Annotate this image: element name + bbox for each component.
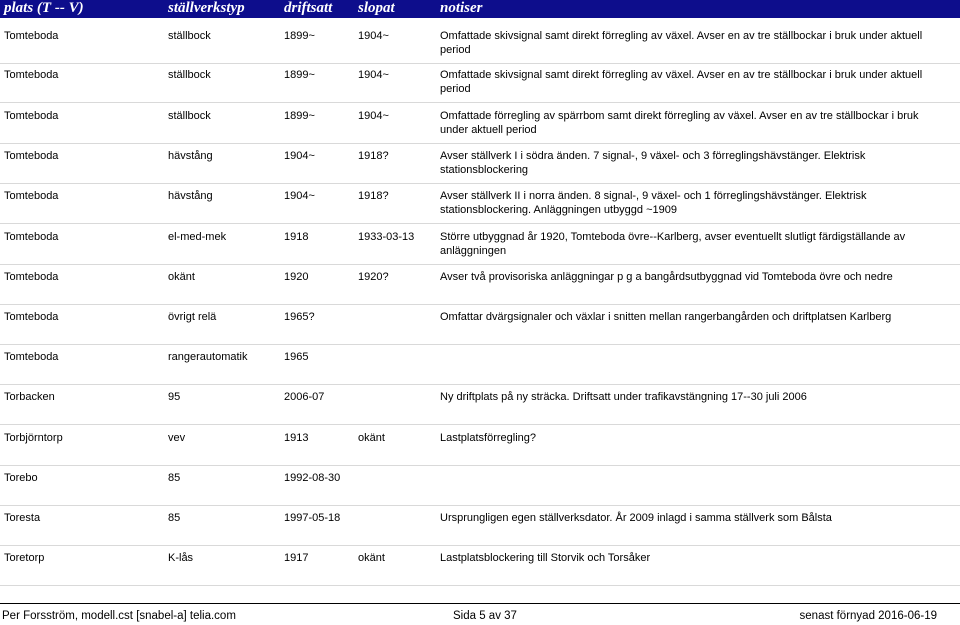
cell-notis: Avser två provisoriska anläggningar p g a bangårdsutbyggnad vid Tomteboda övre och nedre [440, 271, 893, 283]
cell-driftsatt: 1899~ [284, 30, 315, 42]
cell-slopat: okänt [358, 552, 385, 564]
table-row [0, 149, 960, 184]
table-row [0, 350, 960, 385]
cell-plats: Tomteboda [4, 150, 59, 162]
cell-slopat: 1920? [358, 271, 389, 283]
cell-notis: Avser ställverk II i norra änden. 8 signal-, 9 växel- och 1 förreglingshävstänger. Elektrisk stationsblockering. Anläggningen utbyggd ~1909 [440, 190, 867, 216]
cell-notis: Omfattar dvärgsignaler och växlar i snitten mellan rangerbangården och driftplatsen Karlberg [440, 311, 892, 323]
cell-typ: övrigt relä [168, 311, 217, 323]
header-stallverkstyp: ställverkstyp [168, 0, 245, 16]
cell-plats: Torebo [4, 472, 38, 484]
cell-driftsatt: 1997-05-18 [284, 512, 341, 524]
cell-typ: 85 [168, 472, 181, 484]
table-row [0, 310, 960, 345]
cell-driftsatt: 1904~ [284, 190, 315, 202]
cell-plats: Torbacken [4, 391, 55, 403]
cell-typ: ställbock [168, 69, 211, 81]
cell-notis: Omfattade skivsignal samt direkt förregling av växel. Avser en av tre ställbockar i bruk under aktuell period [440, 69, 923, 95]
table-header [0, 0, 960, 18]
cell-notis: Lastplatsblockering till Storvik och Torsåker [440, 552, 651, 564]
cell-slopat: okänt [358, 432, 385, 444]
cell-plats: Tomteboda [4, 231, 59, 243]
cell-typ: K-lås [168, 552, 194, 564]
table-row [0, 29, 960, 64]
cell-notis: Omfattade förregling av spärrbom samt direkt förregling av växel. Avser en av tre ställbockar i bruk under aktuell period [440, 110, 919, 136]
header-driftsatt: driftsatt [284, 0, 333, 16]
cell-plats: Toresta [4, 512, 41, 524]
cell-typ: vev [168, 432, 186, 444]
cell-plats: Torbjörntorp [4, 432, 63, 444]
cell-driftsatt: 2006-07 [284, 391, 325, 403]
cell-typ: hävstång [168, 150, 213, 162]
cell-plats: Tomteboda [4, 271, 59, 283]
table-row [0, 109, 960, 144]
table-row [0, 230, 960, 265]
footer-page: Sida 5 av 37 [453, 610, 517, 622]
header-plats: plats (T -- V) [4, 0, 84, 16]
table-row [0, 390, 960, 425]
cell-plats: Tomteboda [4, 351, 59, 363]
cell-driftsatt: 1904~ [284, 150, 315, 162]
cell-notis: Omfattade skivsignal samt direkt förregling av växel. Avser en av tre ställbockar i bruk under aktuell period [440, 30, 923, 56]
table-row [0, 189, 960, 224]
header-slopat: slopat [358, 0, 395, 16]
cell-plats: Tomteboda [4, 110, 59, 122]
cell-plats: Toretorp [4, 552, 45, 564]
cell-driftsatt: 1918 [284, 231, 309, 243]
cell-driftsatt: 1920 [284, 271, 309, 283]
cell-driftsatt: 1965? [284, 311, 315, 323]
cell-notis: Lastplatsförregling? [440, 432, 537, 444]
header-notiser: notiser [440, 0, 483, 16]
cell-typ: ställbock [168, 30, 211, 42]
cell-slopat: 1933-03-13 [358, 231, 415, 243]
footer-updated: senast förnyad 2016-06-19 [799, 610, 937, 622]
cell-typ: rangerautomatik [168, 351, 248, 363]
cell-plats: Tomteboda [4, 190, 59, 202]
cell-driftsatt: 1913 [284, 432, 309, 444]
cell-notis: Ny driftplats på ny sträcka. Driftsatt under trafikavstängning 17--30 juli 2006 [440, 391, 807, 403]
cell-slopat: 1904~ [358, 30, 389, 42]
cell-driftsatt: 1899~ [284, 110, 315, 122]
cell-plats: Tomteboda [4, 311, 59, 323]
cell-driftsatt: 1965 [284, 351, 309, 363]
cell-typ: 85 [168, 512, 181, 524]
cell-driftsatt: 1899~ [284, 69, 315, 81]
table-row [0, 471, 960, 506]
cell-slopat: 1904~ [358, 110, 389, 122]
cell-plats: Tomteboda [4, 69, 59, 81]
cell-driftsatt: 1917 [284, 552, 309, 564]
table-row [0, 431, 960, 466]
cell-typ: okänt [168, 271, 195, 283]
cell-driftsatt: 1992-08-30 [284, 472, 341, 484]
footer-divider [0, 603, 960, 604]
table-row [0, 511, 960, 546]
table-row [0, 551, 960, 586]
cell-typ: ställbock [168, 110, 211, 122]
table-row [0, 270, 960, 305]
cell-notis: Ursprungligen egen ställverksdator. År 2009 inlagd i samma ställverk som Bålsta [440, 512, 832, 524]
cell-notis: Större utbyggnad år 1920, Tomteboda övre--Karlberg, avser eventuellt slutligt färdigställande av anläggningen [440, 231, 906, 257]
cell-slopat: 1918? [358, 190, 389, 202]
cell-typ: el-med-mek [168, 231, 227, 243]
table-row [0, 68, 960, 103]
footer-author: Per Forsström, modell.cst [snabel-a] telia.com [2, 610, 236, 622]
cell-typ: 95 [168, 391, 181, 403]
cell-notis: Avser ställverk I i södra änden. 7 signal-, 9 växel- och 3 förreglingshävstänger. Elektrisk stationsblockering [440, 150, 866, 176]
cell-plats: Tomteboda [4, 30, 59, 42]
cell-typ: hävstång [168, 190, 213, 202]
cell-slopat: 1918? [358, 150, 389, 162]
cell-slopat: 1904~ [358, 69, 389, 81]
